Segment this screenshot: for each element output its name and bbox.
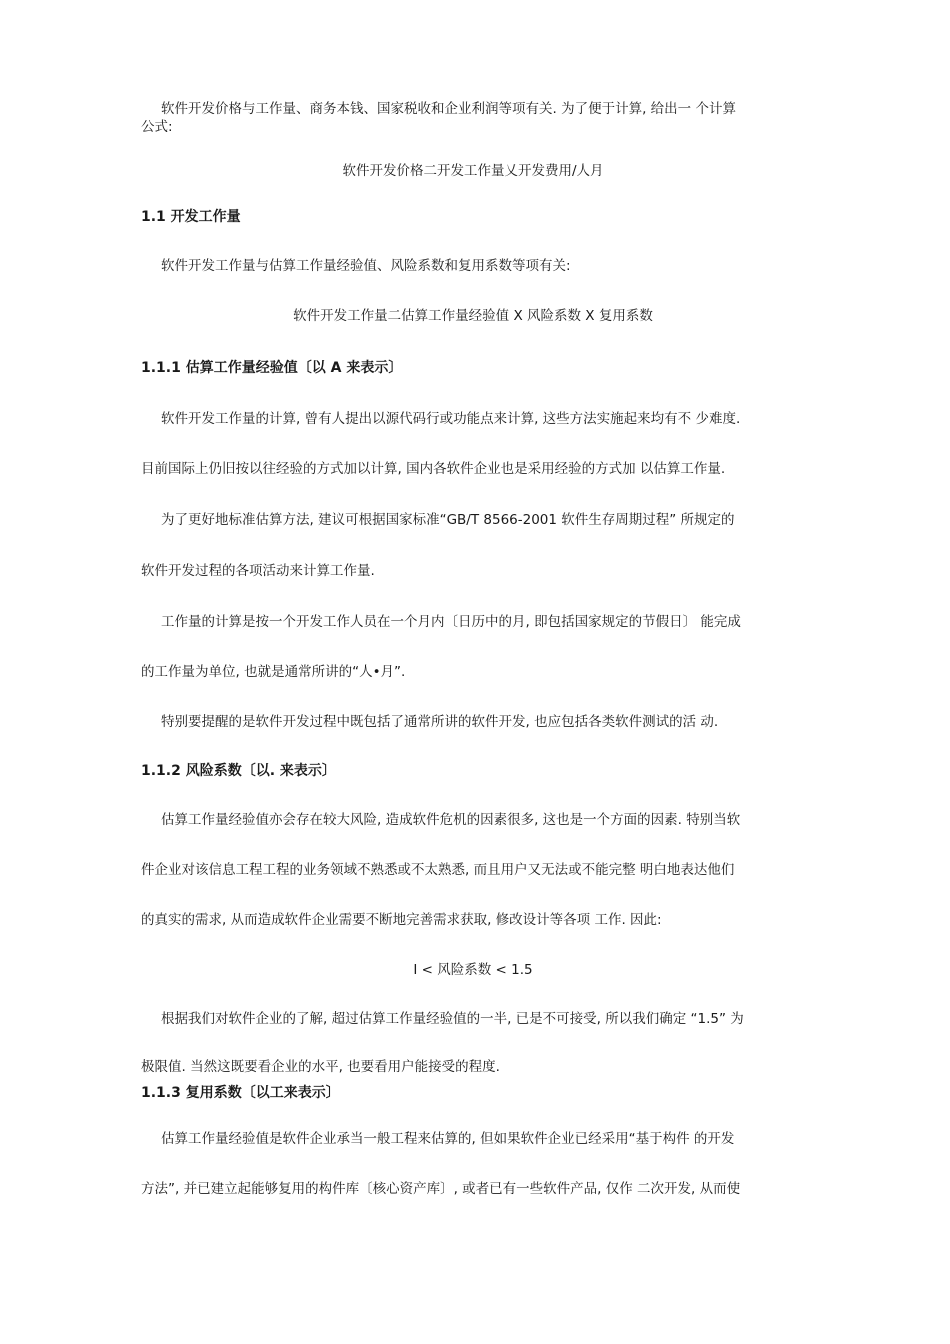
heading-1-1: 1.1 开发工作量 (141, 209, 241, 225)
heading-1-1-3: 1.1.3 复用系数〔以工来表示〕 (141, 1085, 340, 1101)
heading-1-1-1: 1.1.1 估算工作量经验值〔以 A 来表示〕 (141, 360, 403, 376)
heading-1-1-2: 1.1.2 风险系数〔以. 来表示〕 (141, 763, 336, 779)
paragraph-line: 件企业对该信息工程工程的业务领域不熟悉或不太熟悉, 而且用户又无法或不能完整 明白地表达他们 (141, 862, 735, 878)
paragraph-line: 软件开发工作量的计算, 曾有人提出以源代码行或功能点来计算, 这些方法实施起来均有不 少难度. (161, 411, 741, 427)
intro-line-1: 软件开发价格与工作量、商务本钱、国家税收和企业利润等项有关. 为了便于计算, 给出一 个计算 (161, 101, 736, 117)
paragraph-line: 工作量的计算是按一个开发工作人员在一个月内〔日历中的月, 即包括国家规定的节假日〕 能完成 (161, 614, 741, 630)
price-formula: 软件开发价格二开发工作量乂开发费用/人月 (342, 163, 604, 179)
section-1-1-para: 软件开发工作量与估算工作量经验值、风险系数和复用系数等项有关: (161, 258, 571, 274)
paragraph-line: 根据我们对软件企业的了解, 超过估算工作量经验值的一半, 已是不可接受, 所以我们确定 “1.5” 为 (161, 1011, 744, 1027)
paragraph-line: 软件开发过程的各项活动来计算工作量. (141, 563, 375, 579)
paragraph-line: 极限值. 当然这既要看企业的水平, 也要看用户能接受的程度. (141, 1059, 500, 1075)
paragraph-line: 的工作量为单位, 也就是通常所讲的“人•月”. (141, 664, 406, 680)
paragraph-line: 目前国际上仍旧按以往经验的方式加以计算, 国内各软件企业也是采用经验的方式加 以估算工作量. (141, 461, 726, 477)
paragraph-line: 方法”, 并已建立起能够复用的构件库〔核心资产库〕, 或者已有一些软件产品, 仅作 二次开发, 从而使 (141, 1181, 741, 1197)
intro-line-2: 公式: (141, 119, 173, 135)
paragraph-line: 估算工作量经验值是软件企业承当一般工程来估算的, 但如果软件企业已经采用“基于构件 的开发 (161, 1131, 735, 1147)
risk-formula: I < 风险系数 < 1.5 (413, 962, 533, 978)
paragraph-line: 的真实的需求, 从而造成软件企业需要不断地完善需求获取, 修改设计等各项 工作. 因此: (141, 912, 662, 928)
workload-formula: 软件开发工作量二估算工作量经验值 X 风险系数 X 复用系数 (293, 308, 653, 324)
paragraph-line: 为了更好地标准估算方法, 建议可根据国家标准“GB/T 8566-2001 软件生存周期过程” 所规定的 (161, 512, 735, 528)
paragraph-line: 估算工作量经验值亦会存在较大风险, 造成软件危机的因素很多, 这也是一个方面的因素. 特别当软 (161, 812, 741, 828)
paragraph-line: 特别要提醒的是软件开发过程中既包括了通常所讲的软件开发, 也应包括各类软件测试的活 动. (161, 714, 719, 730)
